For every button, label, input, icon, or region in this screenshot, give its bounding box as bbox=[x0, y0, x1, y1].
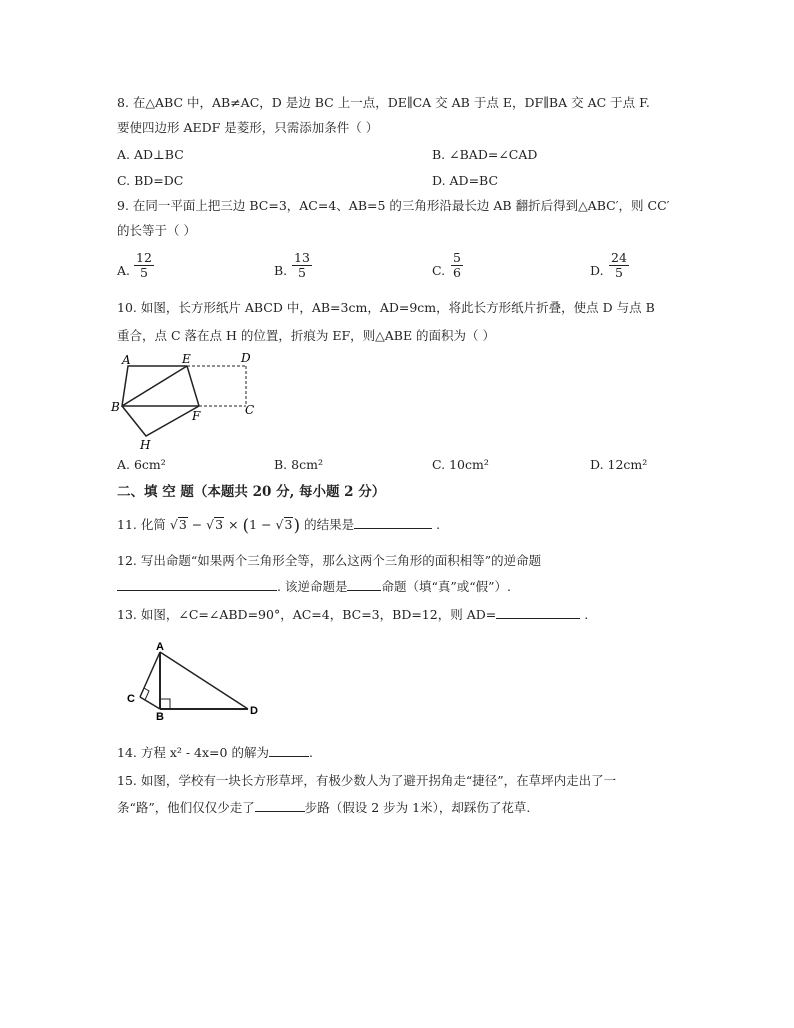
q13-answer-blank[interactable] bbox=[496, 606, 580, 619]
one-term: 1 bbox=[249, 517, 258, 532]
fraction-numerator: 24 bbox=[611, 250, 627, 265]
q9-option-b-fraction bbox=[292, 251, 312, 280]
fraction-denominator: 5 bbox=[297, 265, 306, 280]
q13-text: 13. 如图，∠C=∠ABD=90°，AC=4，BC=3，BD=12，则 AD= bbox=[117, 607, 497, 622]
label-a: A bbox=[156, 641, 164, 653]
q9-option-d-label: D. bbox=[590, 263, 604, 278]
q10-option-d: D. 12cm² bbox=[590, 457, 648, 472]
label-c: C bbox=[245, 403, 255, 417]
fraction-denominator: 5 bbox=[139, 265, 148, 280]
q12-truth-blank[interactable] bbox=[347, 578, 381, 591]
q9-option-c-label: C. bbox=[432, 263, 446, 278]
q12-line2 bbox=[117, 578, 511, 596]
q8-line1: 8. 在△ABC 中，AB≠AC，D 是边 BC 上一点，DE∥CA 交 AB 于点 E，DF∥BA 交 AC 于点 F. bbox=[117, 95, 650, 110]
q9-option-c-fraction bbox=[451, 251, 463, 280]
fraction-denominator: 5 bbox=[614, 265, 623, 280]
section-2-heading: 二、填 空 题（本题共 20 分, 每小题 2 分） bbox=[117, 484, 386, 500]
fraction-denominator: 6 bbox=[453, 265, 461, 280]
q15-answer-blank[interactable] bbox=[255, 799, 305, 812]
q13-triangle-figure bbox=[122, 640, 272, 722]
label-d: D bbox=[241, 351, 251, 365]
q11-prefix: 11. 化简 bbox=[117, 517, 166, 532]
label-c: C bbox=[127, 693, 135, 705]
q10-option-b: B. 8cm² bbox=[274, 457, 323, 472]
radicand: 3 bbox=[215, 517, 224, 532]
q14-end: . bbox=[308, 745, 313, 760]
q8-option-d: D. AD=BC bbox=[432, 173, 499, 188]
q9-line1: 9. 在同一平面上把三边 BC=3，AC=4、AB=5 的三角形沿最长边 AB 翻折后得到△ABC′，则 CC′ bbox=[117, 198, 670, 213]
fraction-numerator: 12 bbox=[136, 250, 152, 265]
q9-option-a-label: A. bbox=[117, 263, 131, 278]
label-a: A bbox=[122, 353, 131, 367]
segment-cb bbox=[140, 697, 160, 709]
fraction-numerator: 13 bbox=[294, 250, 310, 265]
q9-line2: 的长等于（ ） bbox=[117, 223, 196, 238]
q11-answer-blank[interactable] bbox=[354, 516, 432, 529]
label-d: D bbox=[250, 705, 258, 717]
segment-ad bbox=[160, 652, 248, 709]
label-h: H bbox=[140, 438, 151, 452]
q15-line2 bbox=[117, 799, 530, 817]
q11-line bbox=[117, 516, 440, 535]
q10-option-a: A. 6cm² bbox=[117, 457, 166, 472]
q11-end: . bbox=[436, 517, 441, 532]
label-f: F bbox=[192, 409, 201, 423]
q10-line2: 重合，点 C 落在点 H 的位置，折痕为 EF，则△ABE 的面积为（ ） bbox=[117, 328, 496, 343]
q10-option-c: C. 10cm² bbox=[432, 457, 489, 472]
q8-line2: 要使四边形 AEDF 是菱形，只需添加条件（ ） bbox=[117, 120, 379, 135]
q9-option-d-fraction bbox=[609, 251, 629, 280]
q9-option-a-fraction bbox=[134, 251, 154, 280]
q15-post: 步路（假设 2 步为 1米），却踩伤了花草. bbox=[304, 800, 531, 815]
right-angle-mark-b bbox=[160, 699, 170, 709]
q13-end: . bbox=[584, 607, 589, 622]
q12-mid: . 该逆命题是 bbox=[277, 579, 348, 594]
q12-converse-blank[interactable] bbox=[117, 578, 277, 591]
q12-end: 命题（填“真”或“假”）. bbox=[381, 579, 511, 594]
q11-suffix: 的结果是 bbox=[304, 517, 355, 532]
q8-option-b: B. ∠BAD=∠CAD bbox=[432, 147, 538, 162]
fraction-numerator: 5 bbox=[453, 250, 461, 265]
q15-pre: 条“路”，他们仅仅少走了 bbox=[117, 800, 255, 815]
right-angle-mark-c bbox=[144, 688, 149, 700]
radicand: 3 bbox=[178, 517, 187, 532]
q11-expression: √3 − √3 × (1 − √3) bbox=[169, 516, 301, 536]
q14-line bbox=[117, 744, 313, 762]
q10-line1: 10. 如图，长方形纸片 ABCD 中，AB=3cm，AD=9cm，将此长方形纸片折叠，使点 D 与点 B bbox=[117, 300, 655, 315]
q14-text: 14. 方程 x² - 4x=0 的解为 bbox=[117, 745, 269, 760]
label-e: E bbox=[182, 352, 191, 366]
label-b: B bbox=[156, 711, 164, 722]
q8-option-a: A. AD⊥BC bbox=[117, 147, 184, 162]
q13-line bbox=[117, 606, 588, 624]
segment-be bbox=[122, 366, 187, 406]
segment-ac bbox=[140, 652, 160, 697]
q12-line1: 12. 写出命题“如果两个三角形全等，那么这两个三角形的面积相等”的逆命题 bbox=[117, 553, 542, 568]
rectangle-left-part bbox=[122, 366, 199, 406]
label-b: B bbox=[111, 400, 120, 414]
radicand: 3 bbox=[284, 517, 293, 532]
q8-option-c: C. BD=DC bbox=[117, 173, 184, 188]
q15-line1: 15. 如图，学校有一块长方形草坪，有极少数人为了避开拐角走“捷径”，在草坪内走出了一 bbox=[117, 773, 617, 788]
q14-answer-blank[interactable] bbox=[269, 744, 309, 757]
fold-line-ef bbox=[187, 366, 199, 406]
q10-rectangle-fold-figure bbox=[110, 348, 270, 456]
folded-flap bbox=[122, 406, 199, 436]
q9-option-b-label: B. bbox=[274, 263, 288, 278]
